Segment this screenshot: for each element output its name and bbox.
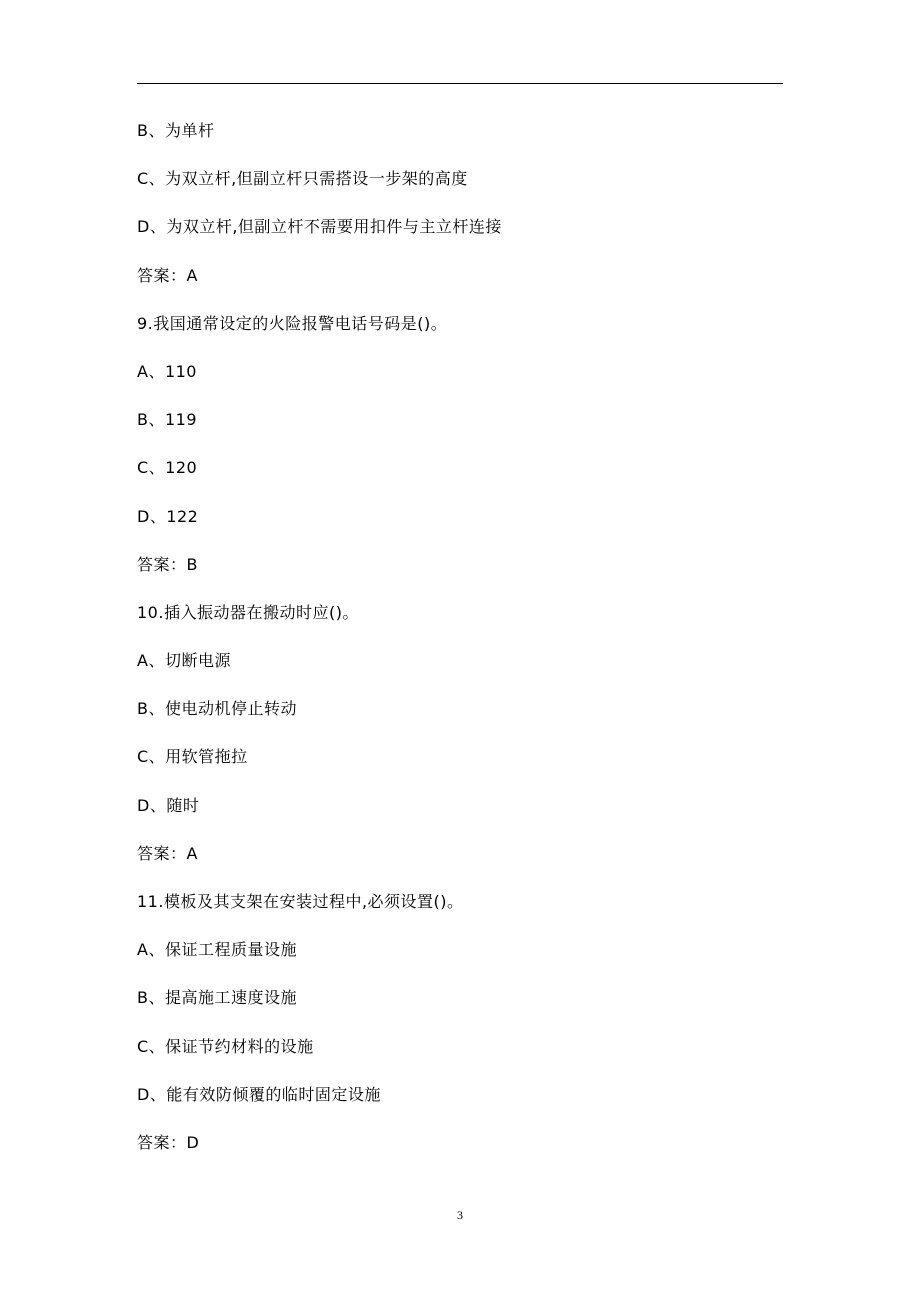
option-line: D、为双立杆,但副立杆不需要用扣件与主立杆连接	[137, 217, 502, 237]
question-line: 9.我国通常设定的火险报警电话号码是()。	[137, 313, 448, 333]
option-line: C、120	[137, 458, 198, 478]
answer-line: 答案：D	[137, 1132, 200, 1152]
option-line: B、为单杆	[137, 121, 215, 140]
answer-line: 答案：A	[137, 265, 198, 285]
question-line: 11.模板及其支架在安装过程中,必须设置()。	[137, 892, 464, 911]
option-line: A、110	[137, 361, 197, 381]
option-line: D、122	[137, 506, 199, 526]
option-line: C、为双立杆,但副立杆只需搭设一步架的高度	[137, 169, 468, 189]
document-body	[137, 116, 783, 1176]
option-line: B、提高施工速度设施	[137, 988, 297, 1008]
option-line: C、用软管拖拉	[137, 747, 248, 767]
page-number: 3	[457, 1208, 463, 1222]
option-line: B、119	[137, 410, 198, 430]
option-line: A、保证工程质量设施	[137, 940, 297, 960]
header-rule	[137, 83, 783, 84]
answer-line: 答案：A	[137, 843, 198, 863]
question-line: 10.插入振动器在搬动时应()。	[137, 602, 359, 622]
option-line: D、随时	[137, 795, 200, 815]
option-line: B、使电动机停止转动	[137, 699, 297, 719]
option-line: C、保证节约材料的设施	[137, 1036, 314, 1056]
option-line: D、能有效防倾覆的临时固定设施	[137, 1084, 381, 1104]
option-line: A、切断电源	[137, 651, 231, 671]
answer-line: 答案：B	[137, 554, 198, 574]
